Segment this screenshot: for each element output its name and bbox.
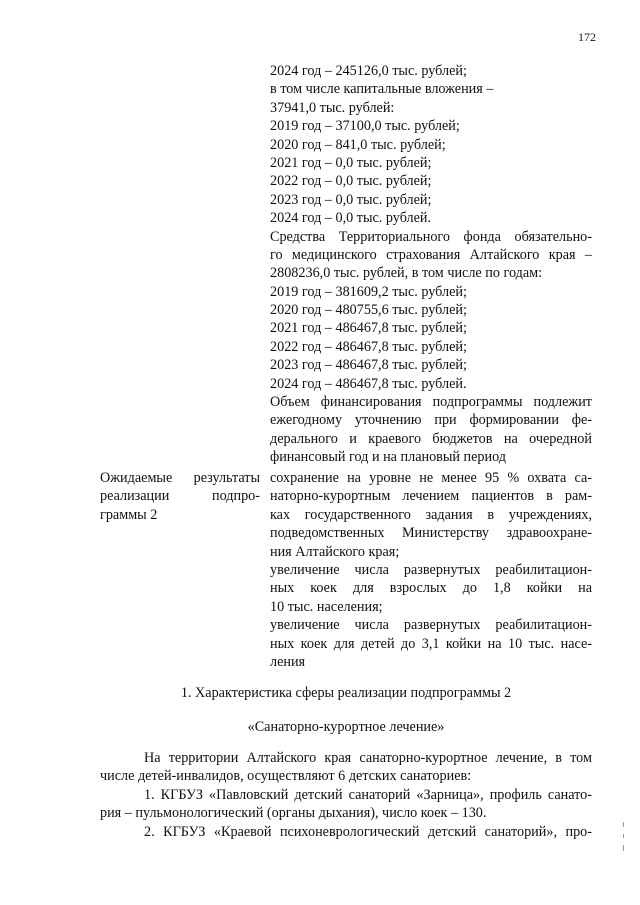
financing-line: 2023 год – 486467,8 тыс. рублей; xyxy=(270,357,467,374)
financing-line: ежегодному уточнению при формировании фе- xyxy=(270,412,592,429)
scan-mark xyxy=(623,822,624,827)
financing-line: 2024 год – 486467,8 тыс. рублей. xyxy=(270,375,467,392)
results-line: наторно-курортным лечением пациентов в рам- xyxy=(270,488,592,505)
financing-line: Средства Территориального фонда обязательно- xyxy=(270,228,592,245)
scan-mark xyxy=(623,845,624,851)
financing-line: 2024 год – 0,0 тыс. рублей. xyxy=(270,210,432,227)
financing-line: го медицинского страхования Алтайского края – xyxy=(270,246,592,263)
financing-line: в том числе капитальные вложения – xyxy=(270,81,494,98)
results-line: ния Алтайского края; xyxy=(270,543,400,560)
results-line: ления xyxy=(270,653,306,670)
financing-line: 2808236,0 тыс. рублей, в том числе по годам: xyxy=(270,265,543,282)
body-line: 2. КГБУЗ «Краевой психоневрологический детский санаторий», про- xyxy=(144,823,592,840)
financing-line: дерального и краевого бюджетов на очередной xyxy=(270,430,592,447)
financing-line: 2019 год – 381609,2 тыс. рублей; xyxy=(270,283,467,300)
body-text xyxy=(100,749,592,841)
results-line: подведомственных Министерству здравоохране- xyxy=(270,525,592,542)
financing-line: 2022 год – 486467,8 тыс. рублей; xyxy=(270,338,467,355)
results-line: увеличение числа развернутых реабилитацион- xyxy=(270,617,592,634)
section-heading: 1. Характеристика сферы реализации подпрограммы 2 xyxy=(180,685,512,701)
results-label-line: Ожидаемые результаты xyxy=(100,470,260,486)
results-label xyxy=(100,469,260,524)
body-line: 1. КГБУЗ «Павловский детский санаторий «Зарница», профиль санато- xyxy=(144,786,592,803)
results-label-line: граммы 2 xyxy=(100,506,158,523)
financing-line: 2020 год – 841,0 тыс. рублей; xyxy=(270,136,446,153)
results-label-line: реализации подпро- xyxy=(100,488,260,505)
financing-block xyxy=(270,62,592,467)
scan-mark xyxy=(623,834,624,838)
results-block xyxy=(270,469,592,671)
financing-line: финансовый год и на плановый период xyxy=(270,449,507,466)
financing-line: 2021 год – 486467,8 тыс. рублей; xyxy=(270,320,467,337)
financing-line: 2019 год – 37100,0 тыс. рублей; xyxy=(270,118,460,135)
section-subheading: «Санаторно-курортное лечение» xyxy=(247,719,445,735)
body-line: На территории Алтайского края санаторно-курортное лечение, в том xyxy=(144,750,592,766)
results-line: ках государственного задания в учреждениях, xyxy=(270,506,592,523)
financing-line: 2022 год – 0,0 тыс. рублей; xyxy=(270,173,432,190)
financing-line: 2024 год – 245126,0 тыс. рублей; xyxy=(270,63,467,79)
results-line: 10 тыс. населения; xyxy=(270,598,383,615)
financing-line: 2021 год – 0,0 тыс. рублей; xyxy=(270,154,432,171)
results-line: увеличение числа развернутых реабилитацион- xyxy=(270,561,592,578)
financing-line: 2020 год – 480755,6 тыс. рублей; xyxy=(270,302,467,319)
body-line: числе детей-инвалидов, осуществляют 6 детских санаториев: xyxy=(100,768,472,785)
financing-line: Объем финансирования подпрограммы подлежит xyxy=(270,394,592,411)
results-line: ных коек для взрослых до 1,8 койки на xyxy=(270,580,592,597)
page-number: 172 xyxy=(578,30,596,44)
financing-line: 2023 год – 0,0 тыс. рублей; xyxy=(270,191,432,208)
results-line: сохранение на уровне не менее 95 % охвата са- xyxy=(270,470,592,486)
results-line: ных коек для детей до 3,1 койки на 10 тыс. насе- xyxy=(270,635,592,652)
body-line: рия – пульмонологический (органы дыхания), число коек – 130. xyxy=(100,805,487,822)
financing-line: 37941,0 тыс. рублей: xyxy=(270,99,395,116)
